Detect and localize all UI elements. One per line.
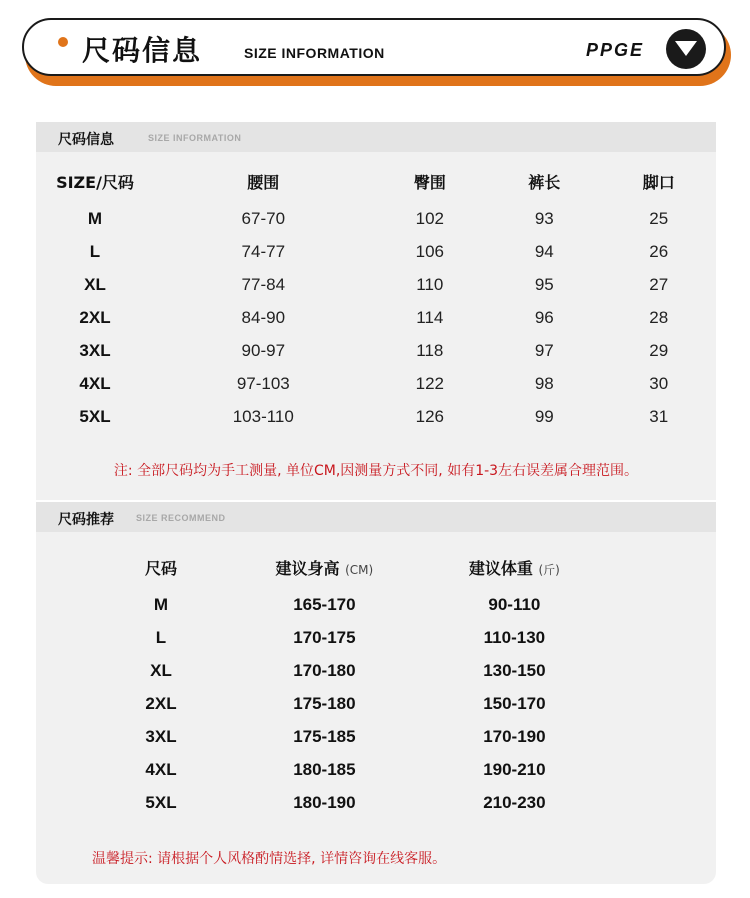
size-cell: 4XL xyxy=(79,373,111,393)
recommend-cell: 90-110 xyxy=(488,594,541,614)
measurement-cell: 84-90 xyxy=(241,307,286,327)
measurement-cell: 93 xyxy=(534,208,554,228)
recommend-cell: 210-230 xyxy=(483,792,546,812)
column-header: 裤长 xyxy=(528,172,561,192)
measurement-cell: 118 xyxy=(416,340,444,360)
column-header: 臀围 xyxy=(413,172,446,192)
column-unit: (CM) xyxy=(345,562,374,577)
column-header xyxy=(423,552,606,582)
tip-note: 温馨提示: 请根据个人风格酌情选择, 详情咨询在线客服。 xyxy=(92,851,447,867)
page-title: 尺码信息 xyxy=(82,34,203,67)
column-unit: (斤) xyxy=(538,562,560,577)
table-row xyxy=(36,235,716,268)
recommend-cell: 150-170 xyxy=(483,693,546,713)
size-cell: 3XL xyxy=(79,340,111,360)
table-row xyxy=(36,301,716,334)
size-info-table xyxy=(36,166,716,433)
section-subtitle: SIZE RECOMMEND xyxy=(136,513,226,523)
measurement-cell: 114 xyxy=(416,307,444,327)
size-recommend-panel xyxy=(36,502,716,884)
measurement-cell: 94 xyxy=(534,241,554,261)
column-label: 建议体重 xyxy=(468,558,533,578)
table-row xyxy=(36,367,716,400)
table-row xyxy=(36,196,716,235)
measurement-cell: 106 xyxy=(415,241,444,261)
size-cell: 5XL xyxy=(145,792,177,812)
size-cell: 3XL xyxy=(145,726,177,746)
measurement-cell: 103-110 xyxy=(232,406,294,426)
measurement-cell: 29 xyxy=(649,340,669,360)
chevron-down-icon[interactable] xyxy=(666,29,706,69)
measurement-cell: 30 xyxy=(649,373,669,393)
table-row xyxy=(36,334,716,367)
table-row xyxy=(96,582,606,621)
size-cell: L xyxy=(89,241,101,261)
recommend-cell: 180-185 xyxy=(293,759,356,779)
size-recommend-heading xyxy=(36,502,716,532)
section-title: 尺码信息 xyxy=(58,132,114,148)
recommend-cell: 180-190 xyxy=(293,792,356,812)
size-cell: XL xyxy=(84,274,106,294)
column-header xyxy=(96,552,226,582)
recommend-cell: 170-175 xyxy=(293,627,356,647)
size-cell: M xyxy=(153,594,169,614)
size-info-heading xyxy=(36,122,716,152)
measurement-cell: 95 xyxy=(534,274,554,294)
column-label: 建议身高 xyxy=(275,558,340,578)
section-title: 尺码推荐 xyxy=(58,512,114,528)
column-header: SIZE/尺码 xyxy=(56,172,134,192)
measurement-cell: 67-70 xyxy=(241,208,286,228)
measurement-cell: 31 xyxy=(649,406,669,426)
size-cell: L xyxy=(155,627,167,647)
table-row xyxy=(96,621,606,654)
measurement-cell: 122 xyxy=(415,373,444,393)
table-row xyxy=(96,654,606,687)
bullet-dot-icon xyxy=(58,37,68,47)
size-cell: M xyxy=(87,208,103,228)
recommend-cell: 130-150 xyxy=(483,660,546,680)
table-row xyxy=(96,753,606,786)
table-row xyxy=(96,687,606,720)
measurement-cell: 90-97 xyxy=(241,340,286,360)
measurement-cell: 102 xyxy=(415,208,444,228)
table-row xyxy=(36,268,716,301)
measurement-cell: 126 xyxy=(415,406,444,426)
measurement-cell: 97-103 xyxy=(236,373,290,393)
recommend-cell: 170-190 xyxy=(483,726,546,746)
measurement-cell: 74-77 xyxy=(241,241,286,261)
measurement-cell: 28 xyxy=(649,307,669,327)
column-header xyxy=(226,552,423,582)
size-cell: XL xyxy=(150,660,172,680)
measurement-note: 注: 全部尺码均为手工测量, 单位CM,因测量方式不同, 如有1-3左右误差属合理范围。 xyxy=(113,463,639,479)
page-subtitle: SIZE INFORMATION xyxy=(244,45,385,61)
size-cell: 2XL xyxy=(145,693,177,713)
section-subtitle: SIZE INFORMATION xyxy=(148,133,242,143)
header-banner xyxy=(22,18,726,76)
size-cell: 4XL xyxy=(145,759,177,779)
brand-logo: PPGE xyxy=(586,40,645,60)
size-info-panel xyxy=(36,122,716,500)
measurement-cell: 97 xyxy=(534,340,554,360)
recommend-cell: 110-130 xyxy=(483,627,546,647)
column-header: 脚口 xyxy=(642,172,675,192)
column-header: 腰围 xyxy=(247,172,280,192)
recommend-cell: 175-180 xyxy=(293,693,356,713)
measurement-cell: 25 xyxy=(649,208,669,228)
table-row xyxy=(36,400,716,433)
column-label: 尺码 xyxy=(144,558,177,578)
size-cell: 2XL xyxy=(79,307,111,327)
recommend-cell: 170-180 xyxy=(293,660,356,680)
measurement-cell: 96 xyxy=(534,307,554,327)
measurement-cell: 99 xyxy=(534,406,554,426)
measurement-cell: 27 xyxy=(649,274,669,294)
measurement-cell: 77-84 xyxy=(241,274,286,294)
measurement-cell: 110 xyxy=(416,274,444,294)
recommend-cell: 165-170 xyxy=(293,594,356,614)
size-recommend-table xyxy=(96,552,606,819)
recommend-cell: 190-210 xyxy=(483,759,546,779)
measurement-cell: 98 xyxy=(534,373,554,393)
measurement-cell: 26 xyxy=(649,241,669,261)
table-row xyxy=(96,720,606,753)
recommend-cell: 175-185 xyxy=(293,726,356,746)
table-row xyxy=(96,786,606,819)
size-cell: 5XL xyxy=(79,406,111,426)
